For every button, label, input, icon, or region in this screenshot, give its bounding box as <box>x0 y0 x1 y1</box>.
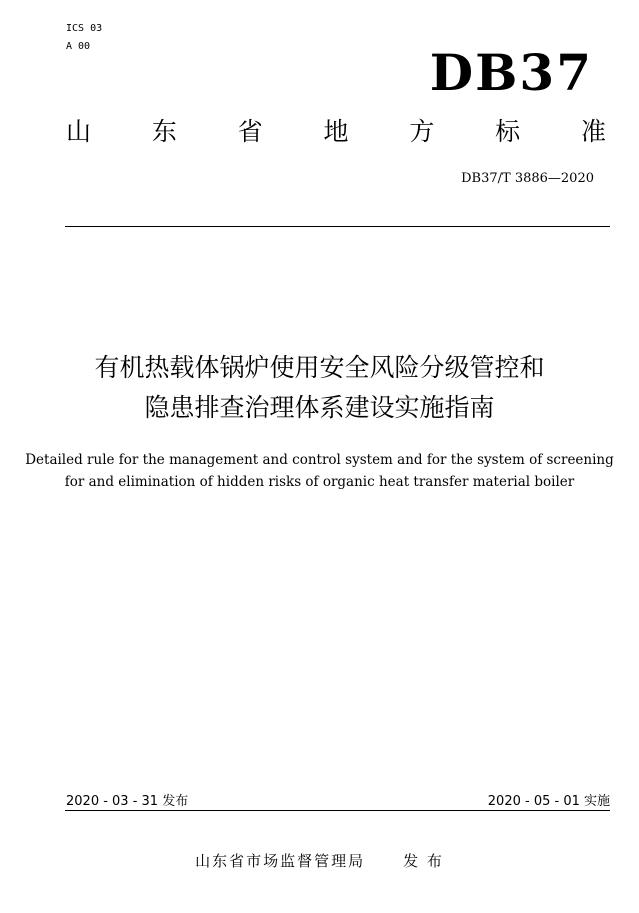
ics-code: ICS 03 <box>66 23 103 34</box>
standard-type-heading <box>66 112 606 152</box>
header-divider <box>65 226 610 227</box>
standard-type-char: 省 <box>237 117 263 146</box>
chinese-title-line: 有机热载体锅炉使用安全风险分级管控和 <box>94 353 545 382</box>
footer-divider <box>65 810 610 811</box>
chinese-title-line: 隐患排查治理体系建设实施指南 <box>144 393 495 422</box>
implementation-date: 2020 - 05 - 01 实施 <box>487 794 610 809</box>
english-title <box>0 449 639 493</box>
standard-number: DB37/T 3886—2020 <box>461 171 594 186</box>
publisher-action: 发 布 <box>403 852 444 870</box>
publisher-line <box>0 849 639 873</box>
standard-type-char: 地 <box>323 117 349 146</box>
classification-codes <box>66 20 102 56</box>
standard-type-char: 东 <box>151 117 177 146</box>
standard-type-char: 准 <box>580 117 606 146</box>
standard-type-char: 方 <box>409 117 435 146</box>
chinese-title <box>0 348 639 428</box>
publisher-name: 山东省市场监督管理局 <box>195 852 366 870</box>
issue-date: 2020 - 03 - 31 发布 <box>66 794 189 809</box>
standard-type-char: 标 <box>495 117 521 146</box>
standard-code-logo: DB37 <box>429 43 593 102</box>
english-title-line: Detailed rule for the management and control system and for the system of screening <box>25 452 614 468</box>
ccs-code: A 00 <box>66 41 91 52</box>
english-title-line: for and elimination of hidden risks of organic heat transfer material boiler <box>64 474 575 490</box>
standard-type-char: 山 <box>66 117 92 146</box>
